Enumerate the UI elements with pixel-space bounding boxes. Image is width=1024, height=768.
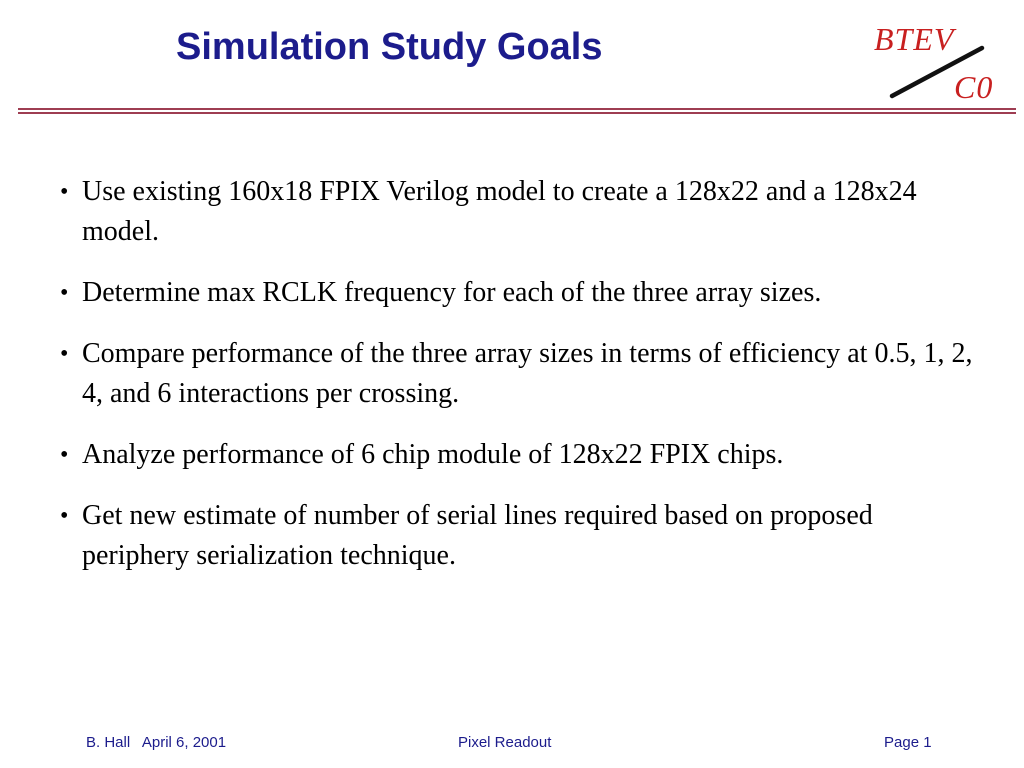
goal-text: Determine max RCLK frequency for each of the three array sizes. (82, 277, 822, 308)
bullet-dot: • (60, 179, 69, 205)
footer-page-number: Page 1 (884, 734, 932, 751)
goal-item (60, 435, 980, 475)
btev-c0-logo (866, 18, 1008, 104)
footer-topic: Pixel Readout (458, 734, 552, 751)
goal-text: Get new estimate of number of serial lines required based on proposed periphery serialization technique. (82, 500, 873, 571)
bullet-dot: • (60, 503, 69, 529)
header-rule-bottom (18, 112, 1016, 114)
goal-item (60, 496, 980, 576)
logo-bottom-text: C0 (954, 69, 994, 104)
slide-title: Simulation Study Goals (176, 26, 603, 68)
footer-author-date: B. Hall April 6, 2001 (86, 734, 227, 751)
header-rule-top (18, 108, 1016, 110)
goal-text: Use existing 160x18 FPIX Verilog model to create a 128x22 and a 128x24 model. (82, 176, 917, 247)
bullet-dot: • (60, 442, 69, 468)
goal-text: Compare performance of the three array sizes in terms of efficiency at 0.5, 1, 2, 4, and 6 interactions per crossing. (82, 338, 973, 409)
goal-item (60, 273, 980, 313)
goal-item (60, 172, 980, 252)
goal-item (60, 334, 980, 414)
bullet-dot: • (60, 341, 69, 367)
bullet-dot: • (60, 280, 69, 306)
logo-top-text: BTEV (874, 21, 955, 57)
goals-list (60, 172, 980, 597)
goal-text: Analyze performance of 6 chip module of 128x22 FPIX chips. (82, 439, 784, 470)
